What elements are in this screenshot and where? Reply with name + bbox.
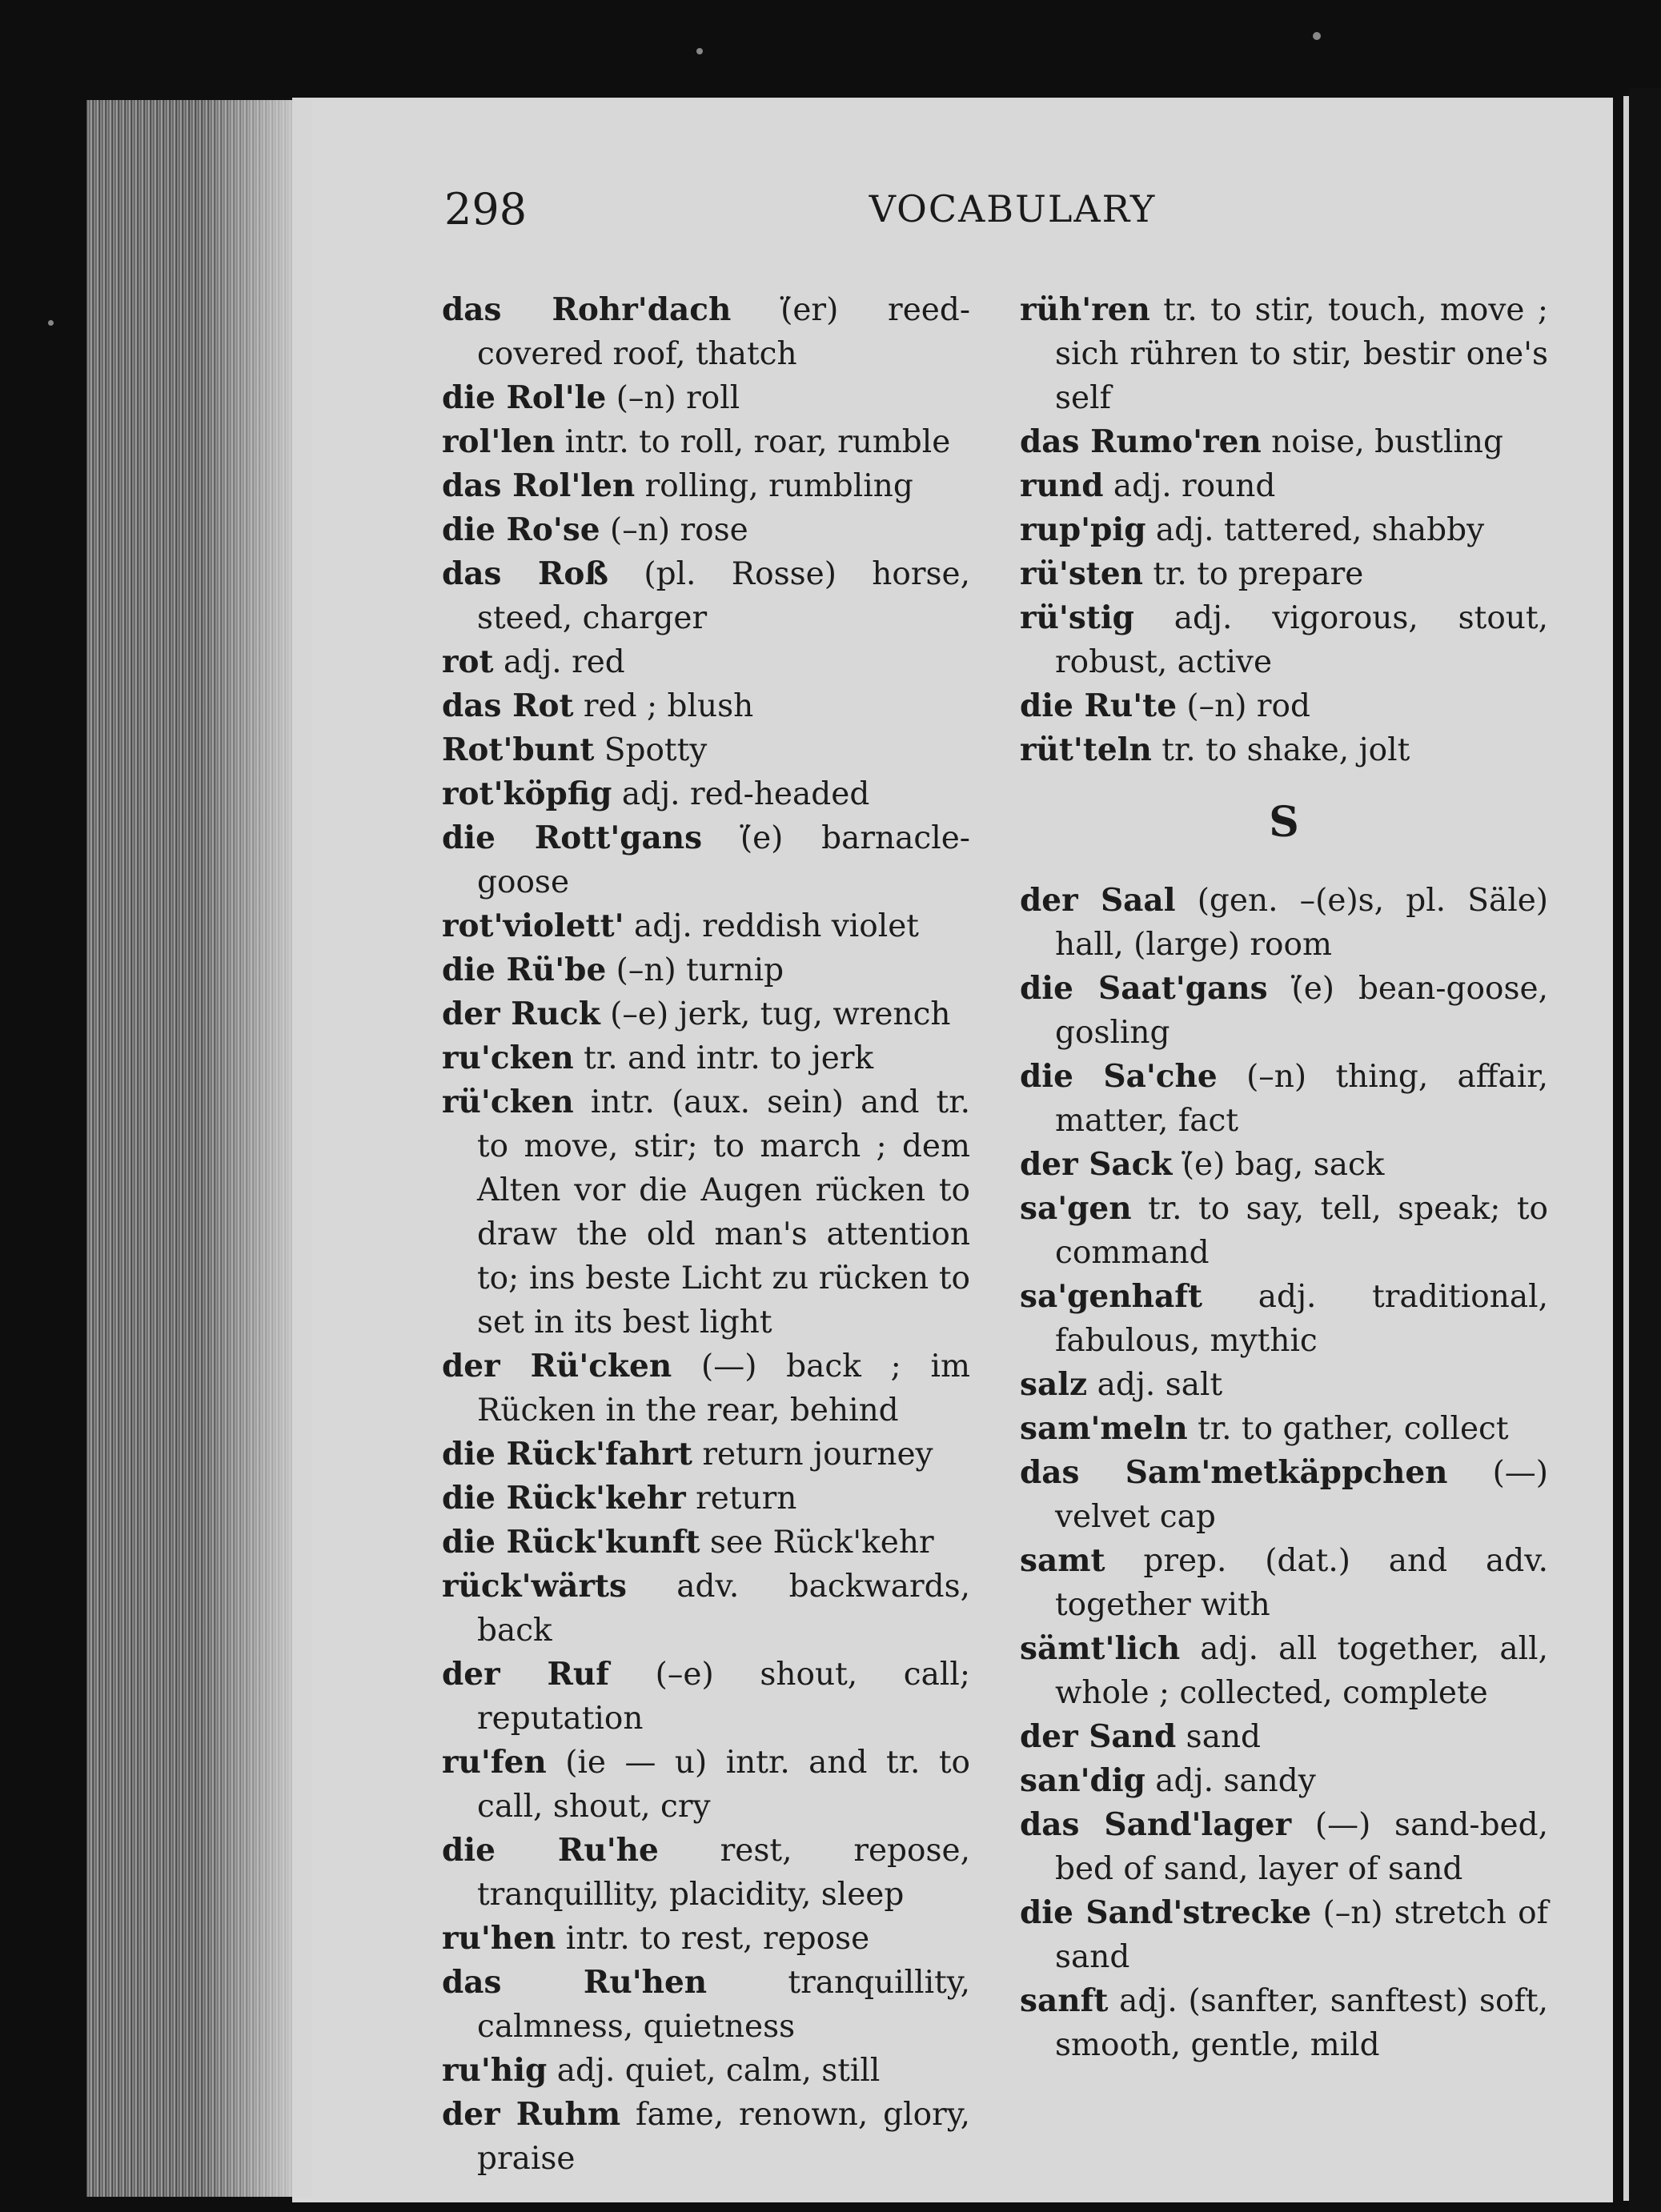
- vocabulary-entry: [1020, 1759, 1548, 1803]
- definition: adj. traditional, fabulous, mythic: [1055, 1279, 1548, 1359]
- headword: die Sa'che: [1020, 1058, 1218, 1095]
- headword: rück'wärts: [442, 1568, 627, 1605]
- definition: adj. round: [1103, 468, 1276, 504]
- headword: der Sand: [1020, 1718, 1177, 1755]
- headword: Rot'bunt: [442, 731, 595, 768]
- vocabulary-entry: [1020, 508, 1548, 552]
- definition: (—) velvet cap: [1055, 1455, 1548, 1535]
- definition: (–e) jerk, tug, wrench: [600, 996, 951, 1032]
- vocabulary-entry: [442, 1961, 970, 2049]
- headword: das Rumo'ren: [1020, 423, 1262, 460]
- definition: adj. red-headed: [612, 776, 870, 812]
- headword: der Ruf: [442, 1656, 610, 1693]
- definition: intr. to rest, repose: [556, 1921, 870, 1957]
- vocabulary-entry: [442, 508, 970, 552]
- vocabulary-entry: [442, 1653, 970, 1741]
- definition: (pl. Rosse) horse, steed, charger: [477, 556, 970, 636]
- definition: adj. tattered, shabby: [1145, 512, 1485, 548]
- headword: die Rott'gans: [442, 819, 703, 856]
- definition: rolling, rumbling: [635, 468, 913, 504]
- definition: adj. quiet, calm, still: [547, 2053, 881, 2089]
- definition: fame, renown, glory, praise: [477, 2097, 970, 2177]
- vocabulary-entry: [442, 288, 970, 376]
- headword: der Saal: [1020, 882, 1176, 919]
- definition: (–n) turnip: [606, 952, 784, 988]
- vocabulary-entry: [442, 2049, 970, 2093]
- headword: rot'violett': [442, 908, 624, 944]
- definition: return journey: [692, 1437, 933, 1473]
- headword: rüh'ren: [1020, 291, 1150, 328]
- definition: adj. reddish violet: [624, 908, 919, 944]
- definition: adj. (sanfter, sanftest) soft, smooth, gentle, mild: [1055, 1983, 1548, 2063]
- vocabulary-entry: [1020, 1891, 1548, 1979]
- vocabulary-entry: [1020, 1715, 1548, 1759]
- headword: der Ruck: [442, 996, 600, 1032]
- page-header: [444, 184, 1581, 240]
- definition: tr. and intr. to jerk: [573, 1040, 874, 1076]
- vocabulary-entry: [1020, 596, 1548, 684]
- vocabulary-entry: [1020, 1539, 1548, 1627]
- headword: das Sam'metkäppchen: [1020, 1454, 1448, 1491]
- vocabulary-entry: [442, 904, 970, 948]
- headword: rot'köpfig: [442, 775, 612, 812]
- definition: return: [685, 1481, 797, 1517]
- headword: rot: [442, 643, 494, 680]
- vocabulary-entry: [442, 1829, 970, 1917]
- definition: (–n) roll: [606, 380, 740, 416]
- headword: das Rohr'dach: [442, 291, 732, 328]
- vocabulary-entry: [1020, 420, 1548, 464]
- definition: intr. to roll, roar, rumble: [555, 424, 951, 460]
- headword: die Rück'kehr: [442, 1480, 686, 1517]
- headword: salz: [1020, 1366, 1088, 1403]
- definition: tr. to prepare: [1142, 556, 1364, 592]
- vocabulary-entry: [442, 1565, 970, 1653]
- vocabulary-entry: [442, 640, 970, 684]
- right-column-s-entries: [1020, 879, 1548, 2067]
- headword: ru'hen: [442, 1920, 556, 1957]
- definition: adv. backwards, back: [477, 1569, 970, 1649]
- definition: adj. sandy: [1145, 1763, 1316, 1799]
- headword: die Ru'te: [1020, 687, 1178, 724]
- vocabulary-entry: [1020, 1187, 1548, 1275]
- definition: (ie — u) intr. and tr. to call, shout, cry: [477, 1745, 970, 1825]
- definition: (–n) thing, affair, matter, fact: [1055, 1059, 1548, 1139]
- headword: ru'fen: [442, 1744, 547, 1781]
- definition: (—) back ; im Rücken in the rear, behind: [477, 1348, 970, 1429]
- headword: die Rü'be: [442, 952, 607, 988]
- vocabulary-entry: [442, 1741, 970, 1829]
- vocabulary-entry: [1020, 1275, 1548, 1363]
- dust-speck: [48, 320, 54, 326]
- headword: rol'len: [442, 423, 556, 460]
- headword: der Rü'cken: [442, 1348, 672, 1385]
- page-number: 298: [444, 184, 528, 234]
- definition: red ; blush: [573, 688, 754, 724]
- vocabulary-entry: [442, 772, 970, 816]
- definition: (̈e) bean-goose, gosling: [1055, 971, 1548, 1051]
- running-head: VOCABULARY: [869, 187, 1157, 230]
- vocabulary-entry: [1020, 879, 1548, 967]
- definition: (̈e) barnacle-goose: [477, 820, 970, 900]
- headword: san'dig: [1020, 1762, 1145, 1799]
- vocabulary-entry: [442, 1080, 970, 1344]
- vocabulary-entry: [1020, 464, 1548, 508]
- headword: rü'sten: [1020, 555, 1143, 592]
- definition: adj. red: [493, 644, 625, 680]
- definition: intr. (aux. sein) and tr. to move, stir; to march ; dem Alten vor die Augen rücken to draw the old man's attention to; ins beste Licht zu rücken to set in its best light: [477, 1084, 970, 1340]
- headword: samt: [1020, 1542, 1105, 1579]
- headword: sa'genhaft: [1020, 1278, 1203, 1315]
- vocabulary-entry: [1020, 1627, 1548, 1715]
- headword: rü'stig: [1020, 599, 1134, 636]
- definition: tr. to shake, jolt: [1151, 732, 1410, 768]
- headword: sa'gen: [1020, 1190, 1132, 1227]
- definition: (–n) rose: [600, 512, 748, 548]
- definition: sand: [1176, 1719, 1262, 1755]
- vocabulary-entry: [1020, 1979, 1548, 2067]
- definition: (—) sand-bed, bed of sand, layer of sand: [1055, 1807, 1548, 1887]
- vocabulary-entry: [442, 1521, 970, 1565]
- headword: sam'meln: [1020, 1410, 1188, 1447]
- headword: der Ruhm: [442, 2096, 621, 2133]
- right-column-r-entries: [1020, 288, 1548, 772]
- headword: sämt'lich: [1020, 1630, 1181, 1667]
- definition: (–n) rod: [1177, 688, 1310, 724]
- definition: adj. vigorous, stout, robust, active: [1055, 600, 1548, 680]
- definition: noise, bustling: [1261, 424, 1503, 460]
- vocabulary-entry: [1020, 1363, 1548, 1407]
- next-page-edge: [1623, 96, 1629, 2201]
- headword: ru'hig: [442, 2052, 548, 2089]
- headword: das Rol'len: [442, 467, 636, 504]
- definition: (̈e) bag, sack: [1172, 1147, 1385, 1183]
- vocabulary-entry: [442, 376, 970, 420]
- definition: rest, repose, tranquillity, placidity, sleep: [477, 1833, 970, 1913]
- definition: tranquillity, calmness, quietness: [477, 1965, 970, 2045]
- headword: das Roß: [442, 555, 609, 592]
- vocabulary-entry: [1020, 1803, 1548, 1891]
- vocabulary-entry: [442, 464, 970, 508]
- headword: rup'pig: [1020, 511, 1146, 548]
- dust-speck: [696, 48, 703, 54]
- vocabulary-entry: [442, 684, 970, 728]
- vocabulary-entry: [442, 728, 970, 772]
- definition: tr. to stir, touch, move ; sich rühren to stir, bestir one's self: [1055, 292, 1548, 416]
- vocabulary-entry: [442, 992, 970, 1036]
- vocabulary-entry: [1020, 1055, 1548, 1143]
- vocabulary-entry: [1020, 552, 1548, 596]
- definition: (̈er) reed-covered roof, thatch: [477, 292, 970, 372]
- vocabulary-entry: [442, 420, 970, 464]
- definition: (gen. –(e)s, pl. Säle) hall, (large) room: [1055, 883, 1548, 963]
- vocabulary-entry: [442, 1917, 970, 1961]
- section-letter: S: [1269, 798, 1299, 847]
- headword: die Rück'fahrt: [442, 1436, 692, 1473]
- vocabulary-entry: [442, 1344, 970, 1433]
- definition: adj. all together, all, whole ; collected, complete: [1055, 1631, 1548, 1711]
- left-column: [442, 288, 970, 2181]
- vocabulary-entry: [1020, 967, 1548, 1055]
- definition: (–e) shout, call; reputation: [477, 1657, 970, 1737]
- definition: tr. to say, tell, speak; to command: [1055, 1191, 1548, 1271]
- definition: Spotty: [594, 732, 708, 768]
- vocabulary-entry: [1020, 288, 1548, 420]
- headword: sanft: [1020, 1982, 1109, 2019]
- vocabulary-entry: [1020, 1143, 1548, 1187]
- definition: adj. salt: [1087, 1367, 1223, 1403]
- vocabulary-entry: [442, 1036, 970, 1080]
- page-gutter-shadow: [200, 100, 312, 2197]
- headword: das Rot: [442, 687, 574, 724]
- definition: tr. to gather, collect: [1187, 1411, 1509, 1447]
- vocabulary-entry: [1020, 1451, 1548, 1539]
- vocabulary-entry: [442, 1477, 970, 1521]
- vocabulary-entry: [442, 816, 970, 904]
- vocabulary-entry: [1020, 728, 1548, 772]
- headword: das Sand'lager: [1020, 1806, 1292, 1843]
- dust-speck: [1313, 32, 1321, 40]
- vocabulary-entry: [442, 2093, 970, 2181]
- headword: rüt'teln: [1020, 731, 1152, 768]
- definition: prep. (dat.) and adv. together with: [1055, 1543, 1548, 1623]
- vocabulary-entry: [442, 948, 970, 992]
- headword: die Sand'strecke: [1020, 1894, 1312, 1931]
- headword: die Ro'se: [442, 511, 600, 548]
- right-column: [1020, 288, 1548, 2067]
- definition: see Rück'kehr: [700, 1525, 934, 1561]
- headword: der Sack: [1020, 1146, 1173, 1183]
- vocabulary-entry: [1020, 1407, 1548, 1451]
- headword: rü'cken: [442, 1084, 574, 1120]
- vocabulary-entry: [1020, 684, 1548, 728]
- headword: das Ru'hen: [442, 1964, 708, 2001]
- headword: ru'cken: [442, 1040, 574, 1076]
- scan-border: [1629, 88, 1661, 2212]
- headword: die Ru'he: [442, 1832, 659, 1869]
- headword: die Saat'gans: [1020, 970, 1268, 1007]
- vocabulary-entry: [442, 1433, 970, 1477]
- headword: die Rück'kunft: [442, 1524, 700, 1561]
- headword: die Rol'le: [442, 379, 607, 416]
- definition: (–n) stretch of sand: [1055, 1895, 1549, 1975]
- headword: rund: [1020, 467, 1104, 504]
- vocabulary-entry: [442, 552, 970, 640]
